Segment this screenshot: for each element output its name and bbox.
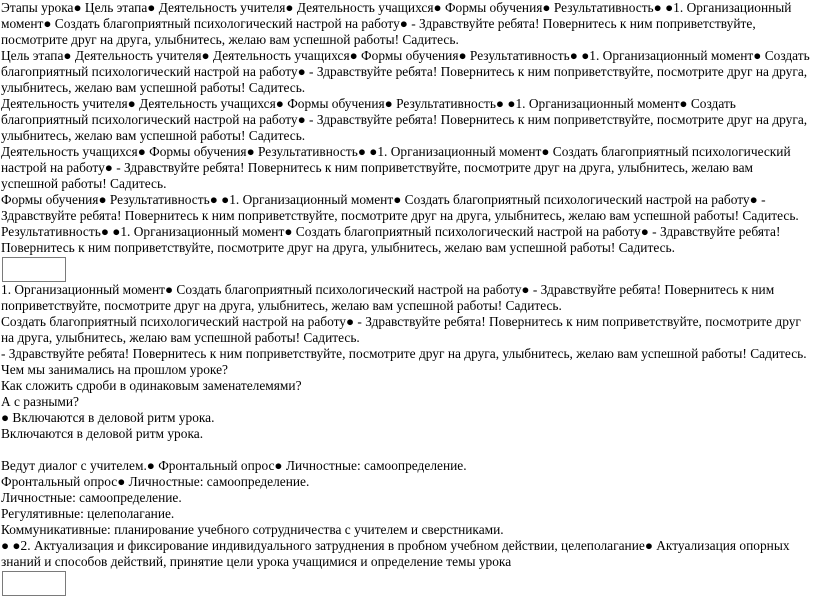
paragraph-5: Формы обучения● Результативность● ●1. Организационный момент● Создать благоприятный психологический настрой на работу● - Здравствуйте ребята! Повернитесь к ним поприветствуйте, посмотрите друг на друга, улыбнитесь, желаю вам успешной работы! Садитесь. [1, 192, 799, 223]
paragraph-14: Коммуникативные: планирование учебного сотрудничества с учителем и сверстниками. [1, 522, 504, 537]
plain-line: Включаются в деловой ритм урока. [1, 426, 204, 441]
image-placeholder-box [2, 257, 66, 282]
paragraph-3: Деятельность учителя● Деятельность учащихся● Формы обучения● Результативность● ●1. Организационный момент● Создать благоприятный психологический настрой на работу● - Здравствуйте ребята! Повернитесь к ним поприветствуйте, посмотрите друг на друга, улыбнитесь, желаю вам успешной работы! Садитесь. [1, 96, 808, 143]
question-3: А с разными? [1, 394, 79, 409]
paragraph-8: Создать благоприятный психологический настрой на работу● - Здравствуйте ребята! Повернитесь к ним поприветствуйте, посмотрите друг на друга, улыбнитесь, желаю вам успешной работы! Садитесь. [1, 314, 801, 345]
paragraph-6: Результативность● ●1. Организационный момент● Создать благоприятный психологический настрой на работу● - Здравствуйте ребята! Повернитесь к ним поприветствуйте, посмотрите друг на друга, улыбнитесь, желаю вам успешной работы! Садитесь. [1, 224, 781, 255]
paragraph-13: Регулятивные: целеполагание. [1, 506, 175, 521]
document-page [1, 0, 813, 596]
paragraph-10: Ведут диалог с учителем.● Фронтальный опрос● Личностные: самоопределение. [1, 458, 467, 473]
paragraph-4: Деятельность учащихся● Формы обучения● Результативность● ●1. Организационный момент● Создать благоприятный психологический настрой на работу● - Здравствуйте ребята! Повернитесь к ним поприветствуйте, посмотрите друг на друга, улыбнитесь, желаю вам успешной работы! Садитесь. [1, 144, 791, 191]
blank-line [1, 442, 813, 458]
bullet-line: ● Включаются в деловой ритм урока. [1, 410, 215, 425]
paragraph-15: ● ●2. Актуализация и фиксирование индивидуального затруднения в пробном учебном действии, целеполагание● Актуализация опорных знаний и способов действий, принятие цели урока учащимися и определение темы урока [1, 538, 790, 569]
paragraph-11: Фронтальный опрос● Личностные: самоопределение. [1, 474, 310, 489]
question-2: Как сложить сдроби в одинаковым заменателемями? [1, 378, 302, 393]
paragraph-12: Личностные: самоопределение. [1, 490, 182, 505]
paragraph-2: Цель этапа● Деятельность учителя● Деятельность учащихся● Формы обучения● Результативность● ●1. Организационный момент● Создать благоприятный психологический настрой на работу● - Здравствуйте ребята! Повернитесь к ним поприветствуйте, посмотрите друг на друга, улыбнитесь, желаю вам успешной работы! Садитесь. [1, 48, 810, 95]
question-1: Чем мы занимались на прошлом уроке? [1, 362, 228, 377]
paragraph-9: - Здравствуйте ребята! Повернитесь к ним поприветствуйте, посмотрите друг на друга, улыбнитесь, желаю вам успешной работы! Садитесь. [1, 346, 807, 361]
paragraph-7: 1. Организационный момент● Создать благоприятный психологический настрой на работу● - Здравствуйте ребята! Повернитесь к ним поприветствуйте, посмотрите друг на друга, улыбнитесь, желаю вам успешной работы! Садитесь. [1, 282, 775, 313]
paragraph-1: Этапы урока● Цель этапа● Деятельность учителя● Деятельность учащихся● Формы обучения● Результативность● ●1. Организационный момент● Создать благоприятный психологический настрой на работу● - Здравствуйте ребята! Повернитесь к ним поприветствуйте, посмотрите друг на друга, улыбнитесь, желаю вам успешной работы! Садитесь. [1, 0, 792, 47]
image-placeholder-box-bottom [2, 571, 66, 596]
